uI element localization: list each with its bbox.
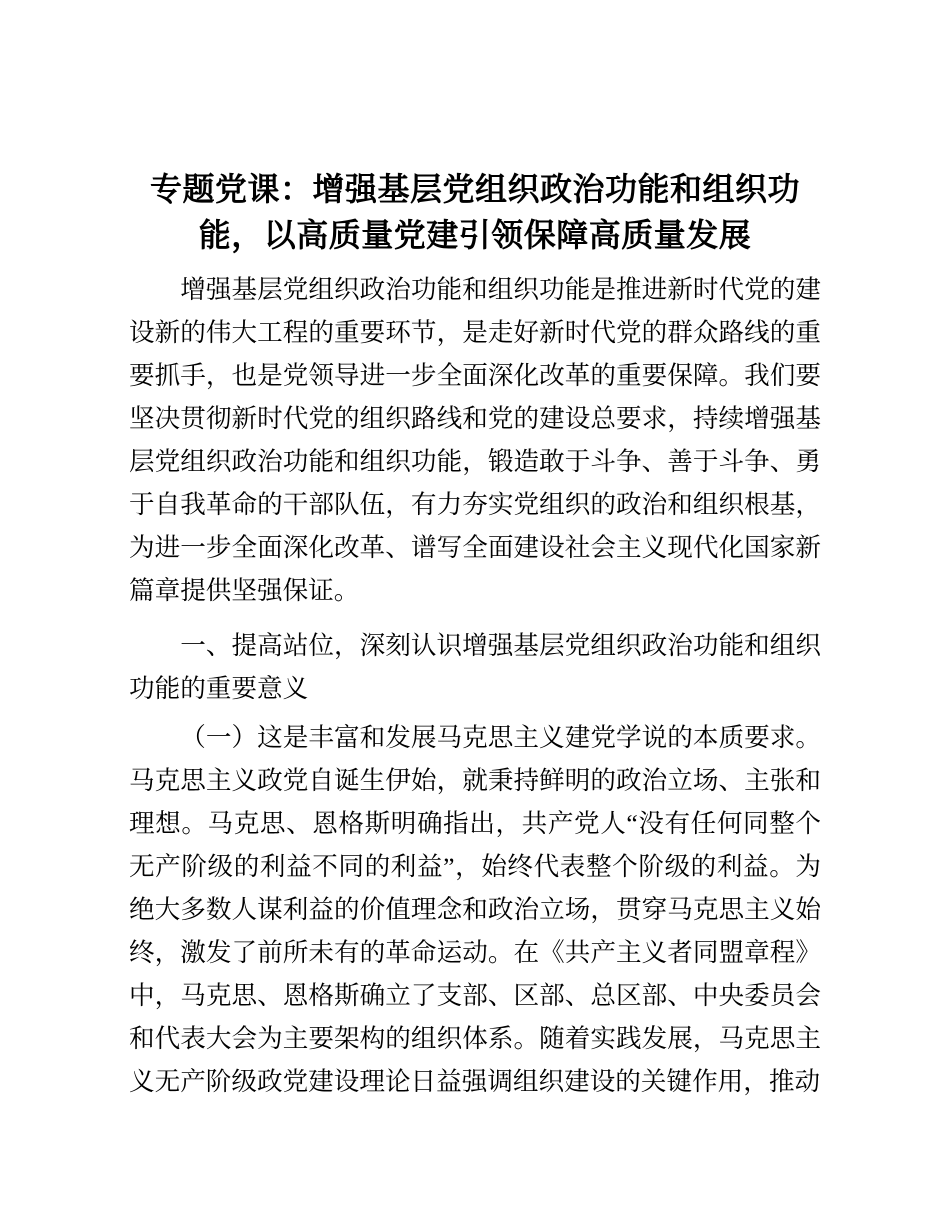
- intro-paragraph: 增强基层党组织政治功能和组织功能是推进新时代党的建设新的伟大工程的重要环节，是走好新时代党的群众路线的重要抓手，也是党领导进一步全面深化改革的重要保障。我们要坚决贯彻新时代党的组织路线和党的建设总要求，持续增强基层党组织政治功能和组织功能，锻造敢于斗争、善于斗争、勇于自我革命的干部队伍，有力夯实党组织的政治和组织根基，为进一步全面深化改革、谱写全面建设社会主义现代化国家新篇章提供坚强保证。: [129, 275, 821, 605]
- body-paragraph-1: （一）这是丰富和发展马克思主义建党学说的本质要求。马克思主义政党自诞生伊始，就秉持鲜明的政治立场、主张和理想。马克思、恩格斯明确指出，共产党人“没有任何同整个无产阶级的利益不同的利益”，始终代表整个阶级的利益。为绝大多数人谋利益的价值理念和政治立场，贯穿马克思主义始终，激发了前所未有的革命运动。在《共产主义者同盟章程》中，马克思、恩格斯确立了支部、区部、总区部、中央委员会和代表大会为主要架构的组织体系。随着实践发展，马克思主义无产阶级政党建设理论日益强调组织建设的关键作用，推动: [129, 723, 821, 1096]
- section-heading-1: 一、提高站位，深刻认识增强基层党组织政治功能和组织功能的重要意义: [129, 631, 821, 703]
- document-title: 专题党课：增强基层党组织政治功能和组织功能，以高质量党建引领保障高质量发展: [149, 171, 800, 253]
